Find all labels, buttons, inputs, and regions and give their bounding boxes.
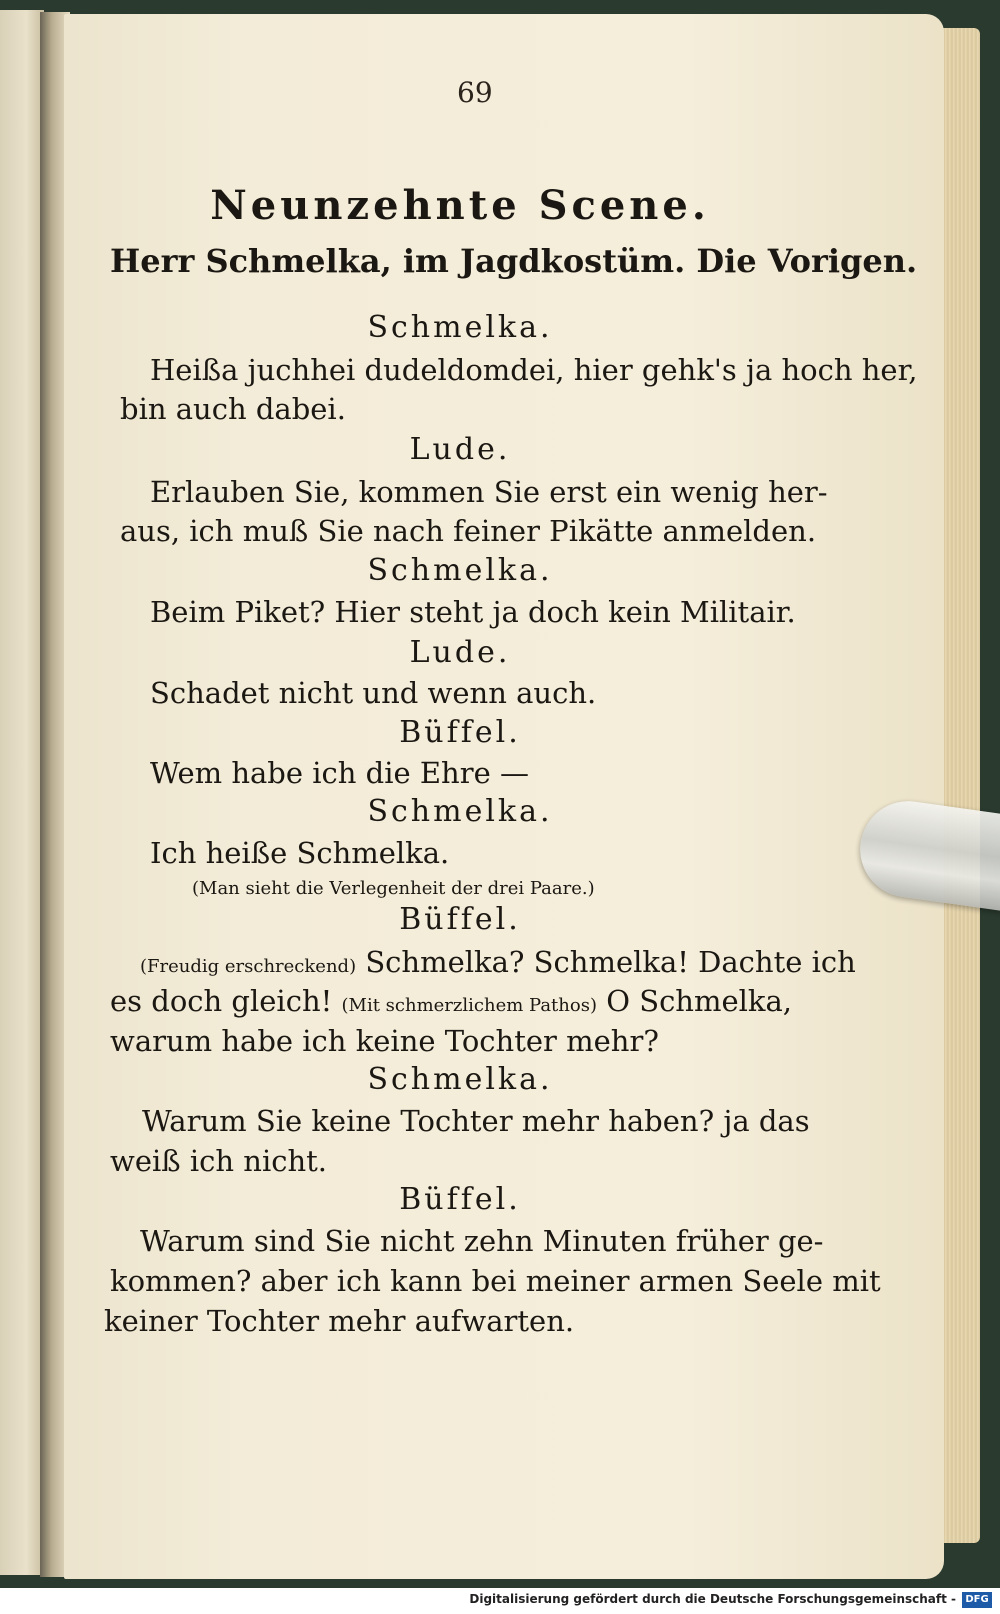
speech-line: Wem habe ich die Ehre — [150,756,529,790]
speaker-name: Schmelka. [367,794,553,829]
dfg-logo-icon: DFG [962,1592,992,1608]
speaker-name: Lude. [409,432,511,467]
speech-fragment: Schmelka? Schmelka! Dachte ich [365,945,856,979]
speech-line: Erlauben Sie, kommen Sie erst ein wenig her- [150,475,828,509]
speech-line: weiß ich nicht. [110,1144,328,1178]
speaker-name: Büffel. [399,902,521,937]
speech-line: Beim Piket? Hier steht ja doch kein Militair. [150,595,796,629]
speaker-name: Büffel. [399,715,521,750]
stage-direction: (Mit schmerzlichem Pathos) [341,995,597,1016]
speaker-name: Schmelka. [367,310,553,345]
speech-line-mixed [110,984,792,1018]
speech-line: kommen? aber ich kann bei meiner armen Seele mit [110,1264,881,1298]
page-number: 69 [457,76,493,109]
left-page-edge [0,10,44,1575]
footer-credit: Digitalisierung gefördert durch die Deutsche Forschungsgemeinschaft - [469,1592,956,1606]
speech-line: aus, ich muß Sie nach feiner Pikätte anmelden. [120,514,817,548]
speaker-name: Büffel. [399,1182,521,1217]
speech-line: Warum sind Sie nicht zehn Minuten früher ge- [140,1224,824,1258]
speech-line-mixed [140,945,856,979]
scene-subtitle: Herr Schmelka, im Jagdkostüm. Die Vorigen. [110,242,918,280]
speech-line: Warum Sie keine Tochter mehr haben? ja das [142,1104,810,1138]
speaker-name: Lude. [409,635,511,670]
speaker-name: Schmelka. [367,1062,553,1097]
scene-title: Neunzehnte Scene. [210,182,710,229]
speech-fragment: es doch gleich! [110,984,333,1018]
speech-line: keiner Tochter mehr aufwarten. [104,1304,575,1338]
speech-line: Ich heiße Schmelka. [150,836,450,870]
speaker-name: Schmelka. [367,553,553,588]
speech-fragment: O Schmelka, [606,984,792,1018]
digitization-footer [0,1588,1000,1614]
speech-line: Schadet nicht und wenn auch. [150,676,597,710]
stage-direction: (Man sieht die Verlegenheit der drei Paare.) [192,878,595,899]
speech-line: Heißa juchhei dudeldomdei, hier gehk's ja hoch her, [150,353,918,387]
speech-line: bin auch dabei. [120,392,346,426]
stage-direction: (Freudig erschreckend) [140,956,357,977]
speech-line: warum habe ich keine Tochter mehr? [110,1024,659,1058]
